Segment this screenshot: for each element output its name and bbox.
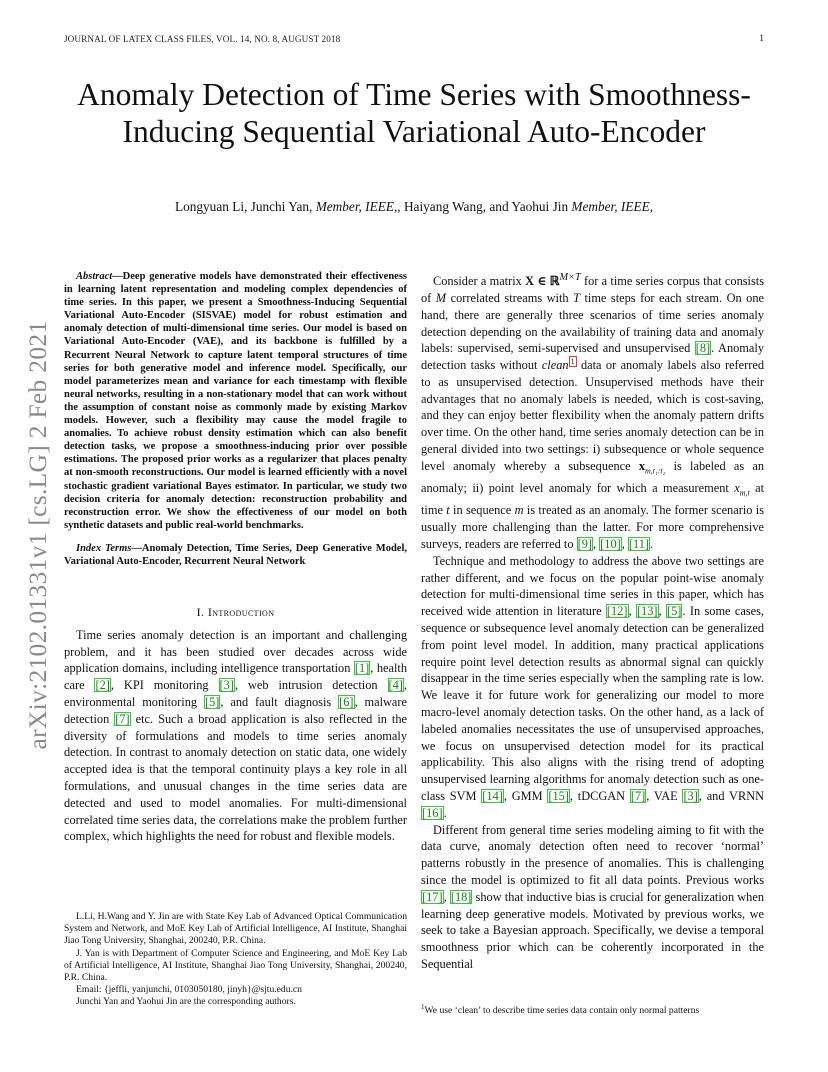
author-membership-2: Member, IEEE, [571, 199, 654, 214]
text-run: , GMM [503, 788, 548, 803]
text-run: , [658, 604, 666, 619]
corresponding-authors: Junchi Yan and Yaohui Jin are the corresponding authors. [76, 996, 296, 1008]
text-run: correlated streams with [446, 290, 574, 305]
abstract [64, 270, 407, 532]
text-run: Time series anomaly detection is an important and challenging problem, and it has been studied over decades across wide application domains, including intelligence transportation [64, 627, 407, 676]
text-run: . [443, 805, 447, 820]
intro-paragraph-1 [64, 627, 407, 845]
footnote-marker-link[interactable]: 1 [570, 356, 575, 366]
text-run: , environmental monitoring [64, 678, 407, 710]
author-emails: Email: {jeffli, yanjunchi, 0103050180, jinyh}@sjtu.edu.cn [76, 984, 302, 996]
paper-title: Anomaly Detection of Time Series with Smoothness-Inducing Sequential Variational Auto-Encoder [77, 77, 751, 149]
right-paragraph-3 [421, 822, 764, 973]
index-terms-label: Index Terms [76, 542, 132, 554]
text-run: etc. Such a broad application is also reflected in the diversity of formulations and models to time series anomaly detection. In contrast to anomaly detection on static data, one widely accepted idea is that the temporal continuity plays a key role in all formulations, and unusual changes in the time series data are detected and used to model anomalies. For multi-dimensional correlated time series data, the correlations make the problem further complex, which highlights the need for robust and flexible models. [64, 711, 408, 844]
citation-link[interactable]: [17] [422, 889, 443, 904]
text-run: . Anomaly detection tasks without [421, 341, 764, 373]
text-run: , malware detection [64, 695, 407, 726]
section-numeral: I. [196, 605, 205, 620]
text-run: Different from general time series modeling aiming to fit with the data curve, anomaly detection often need to recover ‘normal’ patterns robustly in the presence of anomalies. This is challenging since the model is optimized to fit all data points. Previous works [421, 822, 764, 887]
footnote-mark: 1 [421, 1003, 425, 1011]
text-run: , web intrusion detection [234, 678, 388, 693]
text-run: , VAE [646, 788, 683, 803]
authors-part2: , Haiyang Wang, and Yaohui Jin [397, 199, 572, 214]
clean-term: clean [541, 358, 569, 373]
math-var: t [446, 503, 450, 518]
text-run: , [621, 537, 628, 551]
citation-link[interactable]: [14] [482, 788, 503, 803]
citation-link[interactable]: [5] [204, 695, 220, 710]
citation-link[interactable]: [3] [683, 788, 698, 803]
text-run: Consider a matrix [433, 274, 526, 289]
math-subscript: m,t [739, 488, 750, 498]
section-title: Introduction [207, 605, 275, 620]
running-head: JOURNAL OF LATEX CLASS FILES, VOL. 14, NO. 8, AUGUST 2018 [64, 34, 341, 44]
right-paragraph-2 [421, 553, 764, 822]
author-membership-1: Member, IEEE, [315, 199, 398, 214]
authors-part1: Longyuan Li, Junchi Yan, [174, 199, 316, 214]
citation-link[interactable]: [12] [606, 604, 628, 619]
citation-link[interactable]: [6] [339, 695, 354, 710]
text-run: is labeled as an anomaly; ii) point level anomaly for which a measurement [421, 458, 765, 496]
right-paragraph-1 [421, 270, 764, 553]
citation-link[interactable]: [16] [422, 805, 443, 820]
citation-link[interactable]: [2] [95, 678, 110, 693]
citation-link[interactable]: [13] [636, 604, 658, 619]
citation-link[interactable]: [1] [354, 661, 370, 676]
math-subscript: m,t₁:t₂ [644, 466, 666, 476]
math-var: x [734, 481, 740, 496]
matrix-dim: M×T [559, 272, 581, 283]
text-run: is treated as an anomaly. The former scenario is usually more challenging than the latter. For more comprehensive surveys, readers are referred to [421, 503, 764, 551]
author-line [64, 199, 764, 215]
abstract-label: Abstract [76, 271, 113, 282]
text-run: time steps for each stream. On one hand, there are generally three scenarios of time series anomaly detection depending on the availability of training data and anomaly labels: supervised, semi-supervised and unsupervised [421, 290, 764, 356]
text-run: Technique and methodology to address the above two settings are rather different, and we focus on the popular point-wise anomaly detection for multi-dimensional time series in this paper, which has received wide attention in literature [421, 553, 764, 619]
citation-link[interactable]: [8] [695, 341, 711, 356]
text-run: , and fault diagnosis [220, 695, 339, 710]
abstract-text: —Deep generative models have demonstrated their effectiveness in learning latent representation and modeling complex dependencies of time series. In this paper, we present a Smoothness-Inducing Sequential Variational Auto-Encoder (SISVAE) model for robust estimation and anomaly detection of multi-dimensional time series. Our model is based on Variational Auto-Encoder (VAE), and its backbone is fulfilled by a Recurrent Neural Network to capture latent temporal structures of time series for both generative model and inference model. Specifically, our model parameterizes mean and variance for each timestamp with flexible neural networks, resulting in a non-stationary model that can work without the assumption of constant noise as commonly made by existing Markov models. However, such a flexibility may cause the model fragile to anomalies. To achieve robust density estimation which can also benefit detection tasks, we propose a smoothness-inducing prior over possible estimations. The proposed prior works as a regularizer that places penalty at non-smooth reconstructions. Our model is learned efficiently with a novel stochastic gradient variational Bayes estimator. In particular, we study two decision criteria for anomaly detection: reconstruction probability and reconstruction error. We show the effectiveness of our model on both synthetic datasets and public real-world benchmarks. [64, 271, 407, 531]
citation-link[interactable]: [7] [630, 788, 646, 803]
citation-link[interactable]: [11] [628, 537, 650, 551]
index-terms [64, 542, 407, 568]
index-terms-text: —Anomaly Detection, Time Series, Deep Generative Model, Variational Auto-Encoder, Recurrent Neural Network [64, 542, 407, 567]
affiliation-1: L.Li, H.Wang and Y. Jin are with State Key Lab of Advanced Optical Communication System and Network, and MoE Key Lab of Artificial Intelligence, AI Institute, Shanghai Jiao Tong University, Shanghai, 200240, P.R. China. [64, 911, 407, 947]
citation-link[interactable]: [10] [600, 537, 621, 551]
math-var: T [573, 290, 580, 305]
text-run: , [443, 889, 450, 904]
text-run: , KPI monitoring [110, 678, 219, 693]
arxiv-stamp: arXiv:2102.01331v1 [cs.LG] 2 Feb 2021 [23, 320, 52, 750]
text-run: at time [421, 481, 764, 518]
matrix-symbol: X ∈ ℝ [525, 274, 560, 289]
text-run: . In some cases, sequence or subsequence level anomaly detection can be generalized from point level model. In addition, many practical applications require point level detection results as abnormal signal can quickly disappear in the time series especially when the sampling rate is low. We leave it for future work for generalizing our model to more macro-level anomaly detection tasks. On the other hand, as a lack of labeled anomalies necessitates the use of unsupervised approaches, we focus on unsupervised detection model for its practical applicability. This also aligns with the rising trend of adopting unsupervised learning algorithms for anomaly detection such as one-class SVM [421, 604, 765, 803]
citation-link[interactable]: [4] [388, 678, 403, 693]
text-run: for a time series corpus that consists of [421, 274, 765, 305]
footnote-text: We use ‘clean’ to describe time series data contain only normal patterns [424, 1005, 700, 1017]
math-var: m [514, 503, 524, 518]
math-var: x [638, 458, 645, 473]
footnote [421, 1001, 764, 1017]
text-run: , tDCGAN [569, 788, 630, 803]
affiliation-2: J. Yan is with Department of Computer Science and Engineering, and MoE Key Lab of Artificial Intelligence, AI Institute, Shanghai Jiao Tong University, Shanghai, 200240, P.R. China. [64, 947, 407, 984]
citation-link[interactable]: [3] [219, 678, 234, 693]
text-run: data or anomaly labels also referred to as unsupervised detection. Unsupervised methods have their advantages that no anomaly labels is needed, which is cost-saving, and they can enjoy better flexibility when the anomaly pattern drifts over time. On the other hand, time series anomaly detection can be in general divided into two settings: i) subsequence or whole sequence level anomaly whereby a subsequence [421, 358, 764, 473]
text-run: in sequence [449, 503, 515, 518]
text-run: , and VRNN [698, 788, 765, 803]
math-var: M [435, 290, 447, 305]
citation-link[interactable]: [5] [666, 604, 682, 619]
affiliations [64, 911, 407, 1009]
left-column [64, 270, 407, 845]
citation-link[interactable]: [9] [577, 537, 592, 551]
right-column [421, 270, 764, 973]
text-run: , [593, 537, 600, 551]
text-run: , health care [64, 661, 407, 693]
page-number: 1 [759, 34, 764, 44]
text-run: show that inductive bias is crucial for generalization when learning deep generative models. Motivated by previous works, we seek to take a Bayesian approach. Specifically, we devise a temporal smoothness prior which can be coherently incorporated in the Sequential [421, 889, 765, 971]
text-run: , [628, 604, 636, 619]
section-heading-introduction [64, 604, 407, 621]
citation-link[interactable]: [7] [115, 711, 130, 726]
text-run: . [650, 537, 654, 551]
citation-link[interactable]: [18] [450, 889, 472, 904]
citation-link[interactable]: [15] [548, 788, 569, 803]
